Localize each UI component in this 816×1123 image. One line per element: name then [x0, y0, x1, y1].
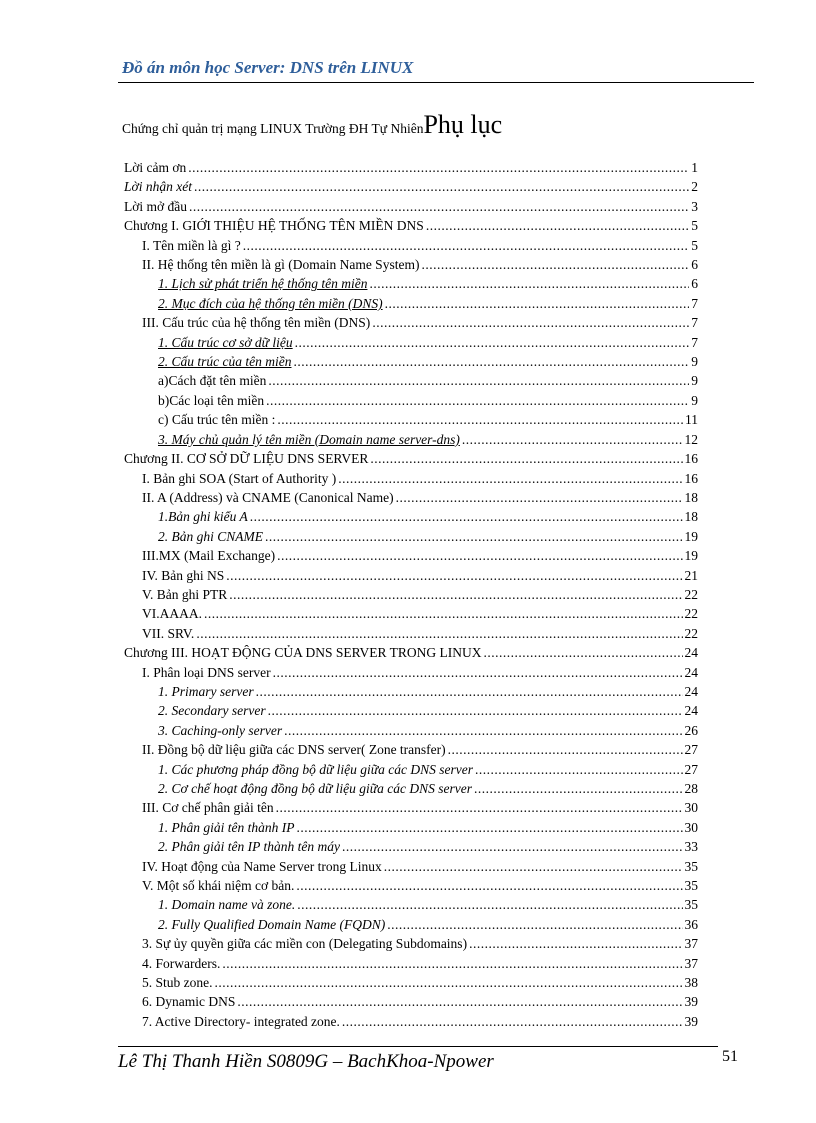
- toc-entry-label: II. A (Address) và CNAME (Canonical Name): [142, 489, 394, 505]
- toc-entry-label: VII. SRV.: [142, 625, 195, 641]
- toc-entry[interactable]: [124, 779, 698, 798]
- toc-entry[interactable]: [124, 449, 698, 468]
- toc-dot-leader: [385, 294, 690, 313]
- toc-entry-page: 16: [684, 470, 698, 486]
- toc-dot-leader: [256, 682, 683, 701]
- toc-entry[interactable]: [124, 934, 698, 953]
- toc-entry[interactable]: [124, 837, 698, 856]
- toc-dot-leader: [276, 798, 683, 817]
- toc-entry[interactable]: [124, 255, 698, 274]
- toc-dot-leader: [277, 410, 683, 429]
- toc-entry[interactable]: [124, 973, 698, 992]
- toc-dot-leader: [293, 352, 689, 371]
- toc-entry-page: 12: [684, 431, 698, 447]
- certificate-text: Chứng chỉ quản trị mạng LINUX Trường ĐH Tự Nhiên: [122, 121, 424, 136]
- toc-dot-leader: [338, 469, 682, 488]
- toc-entry[interactable]: [124, 721, 698, 740]
- toc-dot-leader: [250, 507, 683, 526]
- toc-dot-leader: [226, 566, 682, 585]
- toc-entry[interactable]: [124, 313, 698, 332]
- toc-entry-label: Chương III. HOẠT ĐỘNG CỦA DNS SERVER TRONG LINUX: [124, 645, 482, 661]
- toc-entry-page: 22: [684, 606, 698, 622]
- toc-entry-label: 5. Stub zone.: [142, 975, 213, 991]
- intro-line: [122, 110, 502, 140]
- toc-entry-label: 2. Phân giải tên IP thành tên máy: [158, 839, 340, 855]
- toc-entry-page: 16: [684, 451, 698, 467]
- toc-entry-label: 3. Sự ủy quyền giữa các miền con (Delegating Subdomains): [142, 936, 468, 952]
- toc-entry[interactable]: [124, 624, 698, 643]
- toc-entry-page: 19: [684, 528, 698, 544]
- toc-dot-leader: [297, 895, 682, 914]
- toc-dot-leader: [342, 1012, 683, 1031]
- toc-entry[interactable]: [124, 857, 698, 876]
- toc-dot-leader: [342, 837, 683, 856]
- toc-entry[interactable]: [124, 701, 698, 720]
- toc-dot-leader: [268, 371, 689, 390]
- toc-entry[interactable]: [124, 585, 698, 604]
- toc-entry[interactable]: [124, 604, 698, 623]
- toc-entry[interactable]: [124, 663, 698, 682]
- toc-entry-label: 2. Bản ghi CNAME: [158, 528, 263, 544]
- toc-entry-label: 2. Cấu trúc của tên miền: [158, 354, 292, 370]
- toc-entry[interactable]: [124, 546, 698, 565]
- toc-entry-page: 11: [685, 412, 698, 428]
- toc-entry[interactable]: [124, 274, 698, 293]
- toc-entry-label: V. Bản ghi PTR: [142, 586, 228, 602]
- toc-entry[interactable]: [124, 333, 698, 352]
- toc-entry[interactable]: [124, 798, 698, 817]
- toc-entry-page: 37: [684, 936, 698, 952]
- toc-entry-page: 28: [684, 781, 698, 796]
- toc-entry-page: 35: [684, 878, 698, 894]
- toc-dot-leader: [484, 643, 683, 662]
- toc-entry[interactable]: [124, 527, 698, 546]
- toc-dot-leader: [372, 313, 689, 332]
- toc-entry-page: 24: [684, 703, 698, 719]
- toc-entry[interactable]: [124, 371, 698, 390]
- toc-entry-page: 24: [684, 683, 698, 699]
- toc-entry[interactable]: [124, 818, 698, 837]
- toc-entry[interactable]: [124, 895, 698, 914]
- toc-entry-label: 7. Active Directory- integrated zone.: [142, 1013, 340, 1029]
- toc-dot-leader: [273, 663, 683, 682]
- toc-entry-page: 39: [684, 994, 698, 1010]
- toc-dot-leader: [296, 818, 682, 837]
- toc-entry-page: 38: [684, 975, 698, 991]
- toc-entry-page: 9: [691, 373, 698, 389]
- toc-dot-leader: [384, 857, 683, 876]
- toc-dot-leader: [222, 954, 682, 973]
- header-title: Đồ án môn học Server: DNS trên LINUX: [122, 58, 414, 77]
- toc-entry-page: 5: [691, 218, 698, 234]
- toc-entry-label: Chương I. GIỚI THIỆU HỆ THỐNG TÊN MIỀN DNS: [124, 218, 424, 234]
- toc-entry[interactable]: [124, 158, 698, 177]
- toc-entry[interactable]: [124, 1012, 698, 1031]
- toc-entry[interactable]: [124, 876, 698, 895]
- toc-entry-page: 30: [684, 819, 698, 835]
- toc-dot-leader: [277, 546, 682, 565]
- toc-entry-label: Lời nhận xét: [124, 179, 192, 195]
- toc-entry-page: 35: [684, 897, 698, 913]
- toc-entry-label: 1. Domain name và zone.: [158, 897, 296, 913]
- toc-entry-label: 2. Secondary server: [158, 703, 266, 719]
- toc-dot-leader: [387, 915, 682, 934]
- toc-entry-label: 2. Fully Qualified Domain Name (FQDN): [158, 916, 386, 932]
- toc-entry-page: 24: [684, 645, 698, 661]
- toc-entry-label: V. Một số khái niệm cơ bản.: [142, 878, 295, 894]
- toc-entry-page: 36: [684, 916, 698, 932]
- toc-entry-label: II. Hệ thống tên miền là gì (Domain Name System): [142, 257, 420, 273]
- toc-dot-leader: [296, 876, 682, 895]
- toc-entry-page: 7: [691, 295, 698, 311]
- toc-entry-page: 6: [691, 257, 698, 273]
- toc-dot-leader: [215, 973, 683, 992]
- toc-dot-leader: [469, 934, 682, 953]
- toc-dot-leader: [396, 488, 683, 507]
- toc-entry[interactable]: [124, 216, 698, 235]
- toc-entry-label: c) Cấu trúc tên miền :: [158, 412, 276, 428]
- toc-dot-leader: [268, 701, 683, 720]
- toc-entry-page: 7: [691, 315, 698, 331]
- footer-page-number: 51: [722, 1048, 738, 1065]
- toc-entry[interactable]: [124, 197, 698, 216]
- toc-dot-leader: [284, 721, 682, 740]
- toc-entry-page: 1: [691, 160, 698, 175]
- toc-entry-label: I. Bản ghi SOA (Start of Authority ): [142, 470, 337, 486]
- toc-entry-label: III.MX (Mail Exchange): [142, 548, 276, 564]
- toc-entry-label: I. Phân loại DNS server: [142, 664, 271, 680]
- toc-entry-label: 1.Bản ghi kiểu A: [158, 509, 248, 525]
- toc-entry-label: 3. Máy chủ quản lý tên miền (Domain name server-dns): [158, 431, 460, 447]
- toc-entry-label: 1. Phân giải tên thành IP: [158, 819, 295, 835]
- toc-entry-page: 39: [684, 1013, 698, 1029]
- toc-entry[interactable]: [124, 954, 698, 973]
- toc-entry[interactable]: [124, 566, 698, 585]
- toc-entry[interactable]: [124, 682, 698, 701]
- toc-dot-leader: [229, 585, 682, 604]
- toc-entry-label: 3. Caching-only server: [158, 722, 283, 738]
- toc-entry-label: 6. Dynamic DNS: [142, 994, 236, 1010]
- toc-dot-leader: [421, 255, 689, 274]
- toc-dot-leader: [194, 177, 689, 196]
- toc-entry-page: 9: [691, 392, 698, 408]
- toc-entry-page: 2: [691, 179, 698, 195]
- toc-entry-label: IV. Bản ghi NS: [142, 567, 225, 583]
- toc-entry[interactable]: [124, 410, 698, 429]
- toc-entry-label: 2. Cơ chế hoạt động đồng bộ dữ liệu giữa các DNS server: [158, 781, 473, 796]
- toc-dot-leader: [474, 779, 682, 798]
- header-divider: [118, 82, 754, 83]
- toc-entry[interactable]: [124, 391, 698, 410]
- toc-entry[interactable]: [124, 236, 698, 255]
- toc-dot-leader: [369, 274, 689, 293]
- toc-entry[interactable]: [124, 469, 698, 488]
- toc-entry-label: Chương II. CƠ SỞ DỮ LIỆU DNS SERVER: [124, 451, 369, 467]
- toc-entry[interactable]: [124, 352, 698, 371]
- toc-entry-page: 24: [684, 664, 698, 680]
- toc-entry-page: 30: [684, 800, 698, 816]
- toc-entry-page: 27: [684, 742, 698, 758]
- toc-entry-page: 19: [684, 548, 698, 564]
- toc-entry-label: 1. Primary server: [158, 683, 254, 699]
- toc-entry[interactable]: [124, 430, 698, 449]
- toc-entry-label: III. Cấu trúc của hệ thống tên miền (DNS): [142, 315, 371, 331]
- footer-author: Lê Thị Thanh Hiền S0809G – BachKhoa-Npower: [118, 1051, 494, 1072]
- toc-entry-label: b)Các loại tên miền: [158, 392, 265, 408]
- toc-entry-page: 7: [691, 334, 698, 350]
- toc-entry[interactable]: [124, 760, 698, 779]
- toc-entry-label: II. Đồng bộ dữ liệu giữa các DNS server( Zone transfer): [142, 742, 446, 758]
- toc-entry-label: Lời mở đầu: [124, 198, 188, 214]
- toc-entry-page: 35: [684, 858, 698, 874]
- toc-entry[interactable]: [124, 992, 698, 1011]
- toc-entry-page: 22: [684, 586, 698, 602]
- toc-entry-page: 21: [684, 567, 698, 583]
- toc-dot-leader: [196, 624, 682, 643]
- toc-entry-page: 6: [691, 276, 698, 292]
- footer-divider: [118, 1046, 718, 1047]
- toc-entry-label: 2. Mục đích của hệ thống tên miền (DNS): [158, 295, 383, 311]
- toc-entry-label: 4. Forwarders.: [142, 955, 221, 971]
- toc-entry-page: 22: [684, 625, 698, 641]
- toc-dot-leader: [237, 992, 682, 1011]
- toc-dot-leader: [426, 216, 689, 235]
- toc-entry-label: I. Tên miền là gì ?: [142, 237, 241, 253]
- toc-entry-page: 18: [684, 509, 698, 525]
- toc-entry-label: a)Cách đặt tên miền: [158, 373, 267, 389]
- toc-dot-leader: [204, 604, 683, 623]
- toc-entry-label: 1. Các phương pháp đồng bộ dữ liệu giữa các DNS server: [158, 761, 474, 777]
- toc-entry-page: 33: [684, 839, 698, 855]
- toc-entry-page: 27: [684, 761, 698, 777]
- toc-entry-page: 37: [684, 955, 698, 971]
- toc-dot-leader: [243, 236, 690, 255]
- toc-entry[interactable]: [124, 488, 698, 507]
- toc-dot-leader: [189, 197, 689, 216]
- toc-dot-leader: [188, 158, 689, 177]
- toc-dot-leader: [265, 527, 683, 546]
- table-of-contents: [124, 158, 698, 1031]
- toc-entry[interactable]: [124, 177, 698, 196]
- toc-entry-page: 18: [684, 489, 698, 505]
- toc-entry[interactable]: [124, 740, 698, 759]
- toc-entry[interactable]: [124, 294, 698, 313]
- appendix-heading: Phụ lục: [423, 110, 503, 139]
- toc-entry-page: 9: [691, 354, 698, 370]
- toc-entry[interactable]: [124, 643, 698, 662]
- toc-entry-page: 3: [691, 198, 698, 214]
- toc-dot-leader: [475, 760, 682, 779]
- toc-entry-page: 5: [691, 237, 698, 253]
- toc-entry-label: IV. Hoạt động của Name Server trong Linux: [142, 858, 382, 874]
- toc-dot-leader: [448, 740, 683, 759]
- toc-entry[interactable]: [124, 915, 698, 934]
- toc-entry[interactable]: [124, 507, 698, 526]
- toc-dot-leader: [295, 333, 690, 352]
- toc-entry-label: 1. Lịch sử phát triển hệ thống tên miền: [158, 276, 368, 292]
- toc-entry-label: III. Cơ chế phân giải tên: [142, 800, 274, 816]
- toc-entry-label: 1. Cấu trúc cơ sở dữ liệu: [158, 334, 293, 350]
- toc-entry-label: Lời cảm ơn: [124, 160, 187, 175]
- toc-dot-leader: [462, 430, 683, 449]
- toc-dot-leader: [266, 391, 689, 410]
- toc-entry-label: VI.AAAA.: [142, 606, 202, 622]
- toc-entry-page: 26: [684, 722, 698, 738]
- toc-dot-leader: [370, 449, 682, 468]
